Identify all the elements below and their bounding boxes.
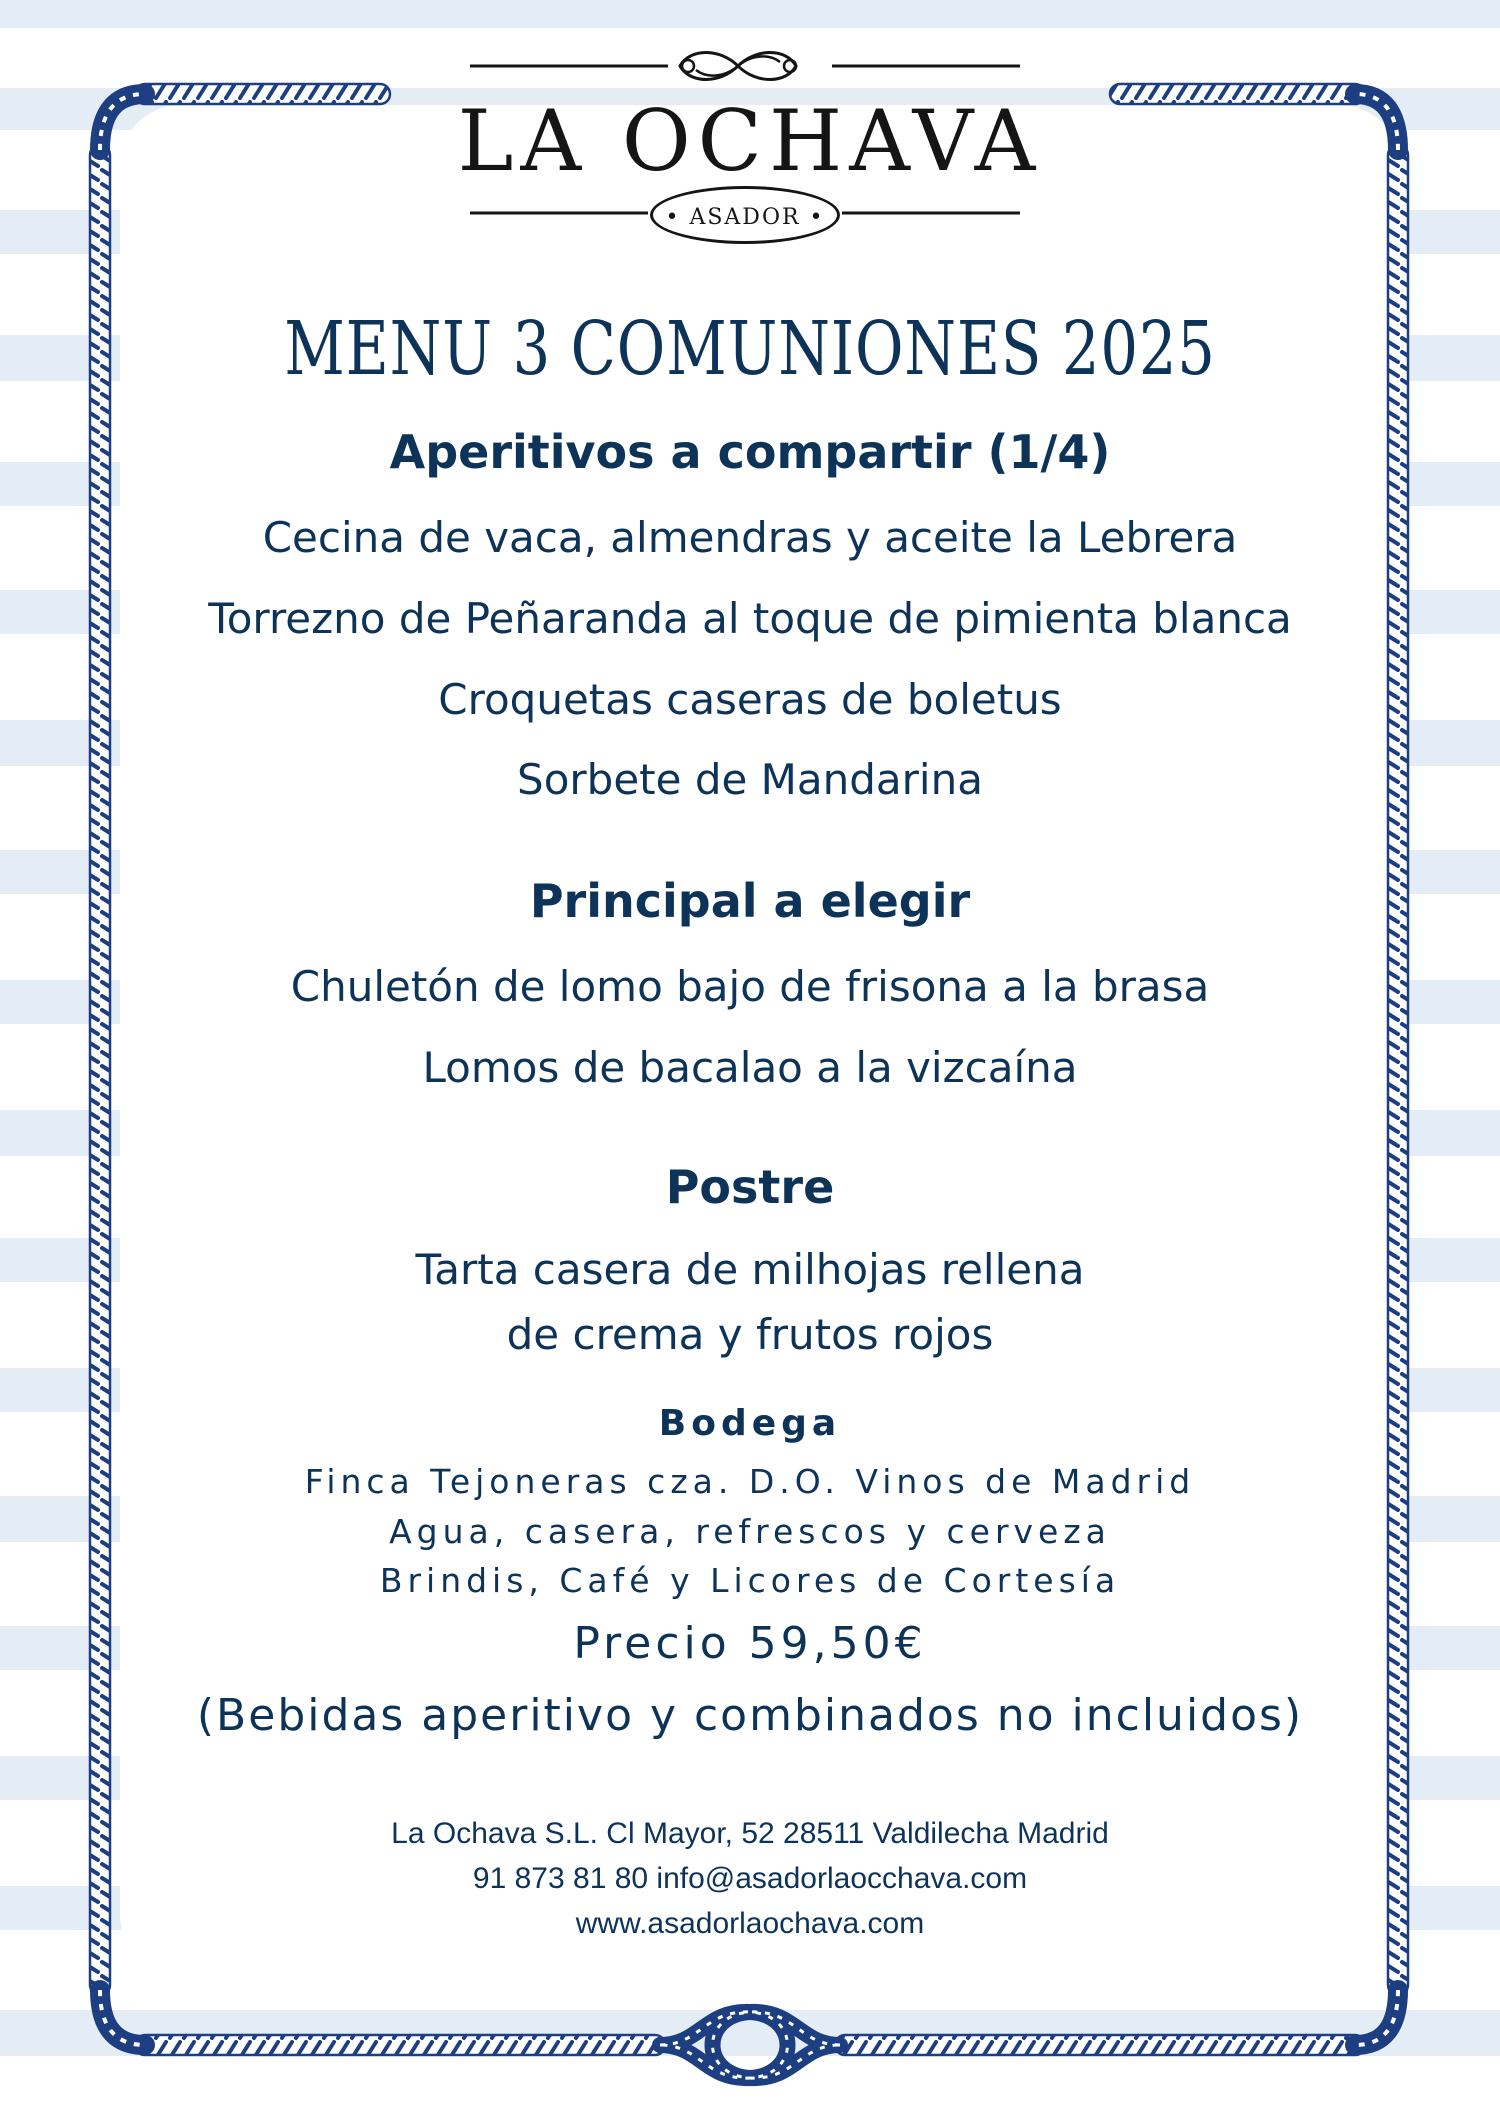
footer-address: La Ochava S.L. Cl Mayor, 52 28511 Valdilecha Madrid [391, 1817, 1109, 1850]
menu-item: de crema y frutos rojos [506, 1310, 994, 1359]
price: Precio 59,50€ [573, 1618, 927, 1669]
menu-item: Sorbete de Mandarina [517, 755, 983, 804]
menu-item: Chuletón de lomo bajo de frisona a la brasa [290, 962, 1210, 1011]
menu-title: MENU 3 COMUNIONES 2025 [284, 306, 1216, 392]
price-note: (Bebidas aperitivo y combinados no incluidos) [196, 1690, 1304, 1741]
bodega-item: Agua, casera, refrescos y cerveza [389, 1512, 1111, 1551]
section-heading-principal: Principal a elegir [529, 874, 971, 928]
menu-item: Torrezno de Peñaranda al toque de pimienta blanca [208, 594, 1292, 643]
menu-item: Cecina de vaca, almendras y aceite la Lebrera [262, 513, 1238, 562]
menu-item: Lomos de bacalao a la vizcaína [422, 1043, 1078, 1092]
footer-contact[interactable]: 91 873 81 80 info@asadorlaocchava.com [472, 1862, 1028, 1895]
footer-website[interactable]: www.asadorlaochava.com [575, 1907, 925, 1940]
section-heading-bodega: Bodega [658, 1403, 842, 1444]
bodega-item: Finca Tejoneras cza. D.O. Vinos de Madrid [304, 1462, 1196, 1501]
menu-item: Tarta casera de milhojas rellena [415, 1245, 1085, 1294]
logo-name: LA OCHAVA [457, 92, 1043, 190]
logo-subtitle: • ASADOR • [650, 186, 840, 244]
menu-item: Croquetas caseras de boletus [438, 675, 1062, 724]
section-heading-postre: Postre [665, 1160, 835, 1214]
section-heading-aperitivos: Aperitivos a compartir (1/4) [389, 425, 1111, 479]
bodega-item: Brindis, Café y Licores de Cortesía [379, 1561, 1121, 1600]
